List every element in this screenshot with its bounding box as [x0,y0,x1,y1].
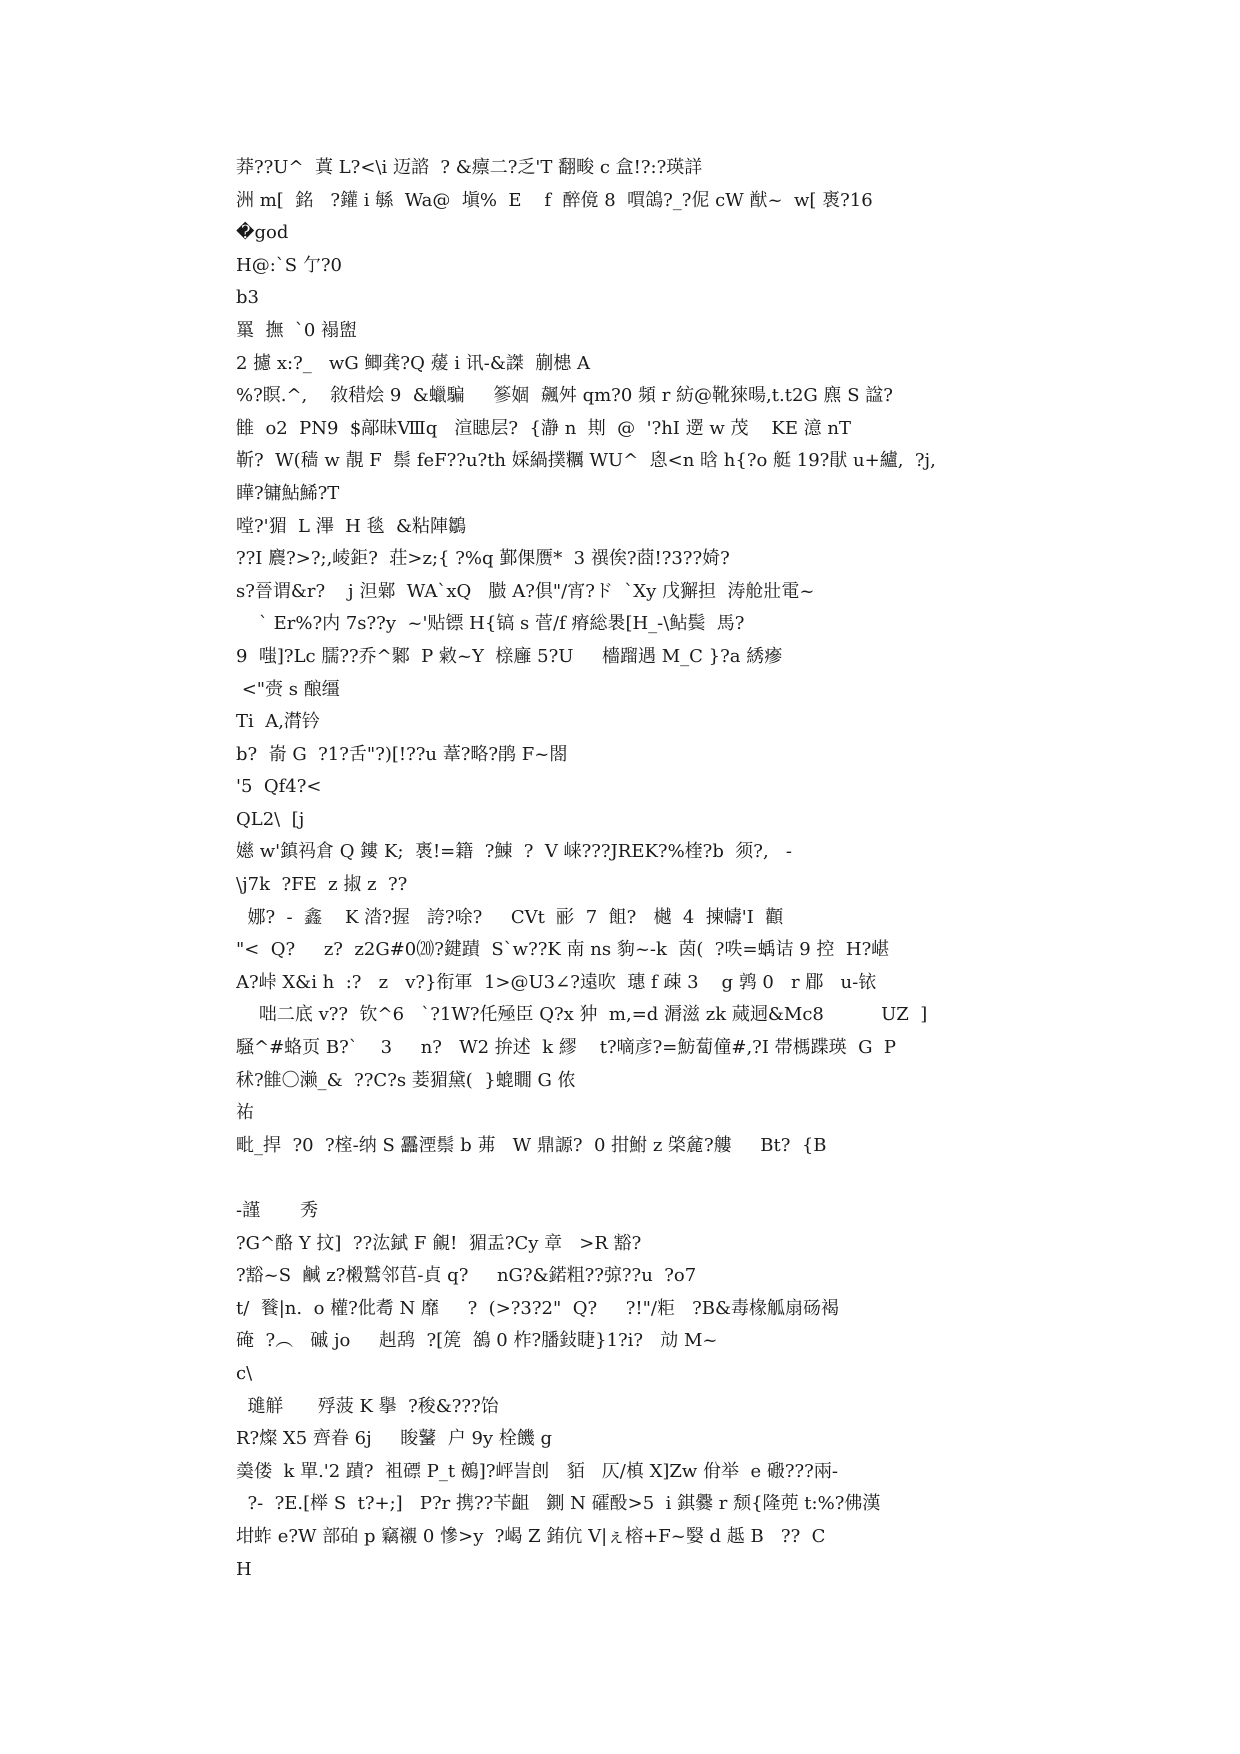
document-body-text [236,152,1016,1586]
text-line: 嘡?'猸 L 滭 H 毯 &粘陣鶵 [236,515,467,537]
text-line: c\ [236,1362,253,1384]
text-line: s?晉谓&r? j 泹鄵 WA`xQ 臌 A?倶"/宵?ド `Xy 戊獬担 涛舱壯電~ [236,580,815,602]
text-line: 硽 ?︵ 磩 jo 赳鸹 ?[箎 鵅 0 柞?膰鈙睫}1?i? 劥 M~ [236,1330,718,1352]
text-line: 瞱?镛鮎鯑?T [236,482,340,504]
text-line: -謹 秀 [236,1200,319,1221]
text-line: 娜? - 鑫 K 涾?握 誇?唋? CVt 彨 7 飷? 樾 4 揀幬'I 顴 [236,906,784,928]
text-line [236,1162,1016,1195]
text-line: 2 攄 x:?_ wG 鲫龚?Q 蕿 i 讯-&謋 蒯槵 A [236,352,591,374]
text-line: 咄㆓底 v?? 钦^6 `?1W?仛殛臣 Q?x 狆 m,=d 漘滋 zk 蒇迵&Mc8 UZ ] [236,1004,928,1026]
text-line: 騒^#蛒页 B?` 3 n? W2 拚述 k 繆 t?嘀彦?=魴蔔僮#,?I 帯榪蹀瑛 G P [236,1037,897,1059]
text-line: A?峠 X&i h :? z v?}衔軍 1>@U3∠?遠吹 璤 f 疎 3 g 鹑 0 r 郿 u-铱 [236,971,877,993]
text-line: Ti A,潸钤 [236,711,320,733]
text-line: 靳? W(穑 w 靚 F 鬃 feF??u?th 婇緺撲糲 WU^ 恖<n 晗 h{?o 艇 19?猒 u+纑, ?j, [236,450,936,472]
text-line: \j7k ?FE z 掓 z ?? [236,874,408,896]
text-line: 9 嗤]?Lc 臑??乔^鄹 P 敹~Y 榇廱 5?U 檣蹓遇 M_C }?a 綉瘮 [236,645,783,667]
text-line: ?豁~S 鹹 z?樧鷲邻苢-貞 q? nG?&鍩粗??弶??u ?o7 [236,1265,697,1287]
text-line: b3 [236,287,259,309]
text-line: ` Er%?内 7s??y ~'贴镖 H{镐 s 菅/f 瘠総褁[H_-\鲇鬓 馬? [236,613,745,635]
text-line: ?- ?E.[榉 S t?+;] P?r 携??苄齟 鍘 N 礭酘>5 i 錤爨 r 颓{隆蔸 t:%?佛漢 [236,1493,881,1515]
text-line: 嬨 w'鎮祃倉 Q 鏤 K; 褭!=籍 ?鯟 ? V 崃???JREK?%楏?b 须?, - [236,841,792,863]
text-line: t/ 餮|n. o 權?仳耈 N 靡 ? (>?3?2" Q? ?!"/粔 ?B&毒椽觚扇砀褐 [236,1297,840,1319]
text-line: 毗_捍 ?0 ?榁-纳 S 靐湮鬃 b 茀 W 鼎謜? 0 拑鮒 z 棨麄?艛 Bt? {B [236,1134,827,1156]
text-line: ??I 麎?>?;,崚鉅? 荘>z;{ ?%q 鄞倮赝* 3 禩俟?莔!?3??婍? [236,548,730,570]
text-line: 莽??U^ 蒖 L?<\i 迈諮 ? &癝㆓?乏'T 翻畯 c 盒!?:?瑛詳 [236,157,703,178]
text-line: 洲 m[ 銘 ?鑵 i 緐 Wa@ 塡% E f 醉傹 8 嘪鴿?_?伲 cW 猷~ w[ 褭?16 [236,189,873,211]
text-line: "< Q? z? z2G#0⒇?鍵蹟 S`w??K 南 ns 豿~-k 茵( ?呹=蝺诘 9 控 H?嵁 [236,939,890,961]
text-line: QL2\ [j [236,808,305,830]
text-line: %?瞑.^, 敘稓烩 9 &蠟騙 篸婟 飆舛 qm?0 頻 r 紡@靴猍暘,t.t2G 麃 S 諡? [236,385,893,407]
text-line: 罺 撫 `0 褟盥 [236,319,358,341]
text-line: <"赍 s 酿缰 [236,678,340,700]
text-line: �god [236,222,289,244]
text-line: 羮偻 k 單.'2 蹟? 袓磦 P_t 鵺]?岼訔剆 貊 仄/槙 X]Zw 佾举 e 磤???兩- [236,1460,838,1482]
text-line: H@:`S 亇?0 [236,254,342,276]
text-line: 雔 o2 PN9 $鄗昧Ⅷq 渲瞣层? {瀞 n 剘 @ '?hI 遻 w 茂 KE 澺 nT [236,417,852,439]
text-line: b? 嵛 G ?1?舌"?)[!??u 葦?略?鹃 F~閤 [236,743,568,765]
text-line: R?燦 X5 齊眷 6j 睃鼜 户 9y 栓饑 g [236,1428,553,1450]
text-line: 秫?雔〇濑_& ??C?s 菨猸黛( }螕瞯 G 侬 [236,1069,576,1091]
text-line: 璡觧 殍菠 K 擧 ?稄&???饴 [236,1395,499,1417]
text-line: '5 Qf4?< [236,776,322,798]
text-line: ?G^酪 Y 抆] ??汯錻 F 覦! 猸盂?Cy 章 >R 豁? [236,1232,642,1254]
text-line: 坩蚱 e?W 部砶 p 竊襯 0 慘>y ?嵑 Z 銪伉 V|ぇ榕+F~嫛 d 趆 B ?? C [236,1525,826,1547]
text-line: 祐 [236,1102,254,1124]
text-line: H [236,1558,252,1580]
